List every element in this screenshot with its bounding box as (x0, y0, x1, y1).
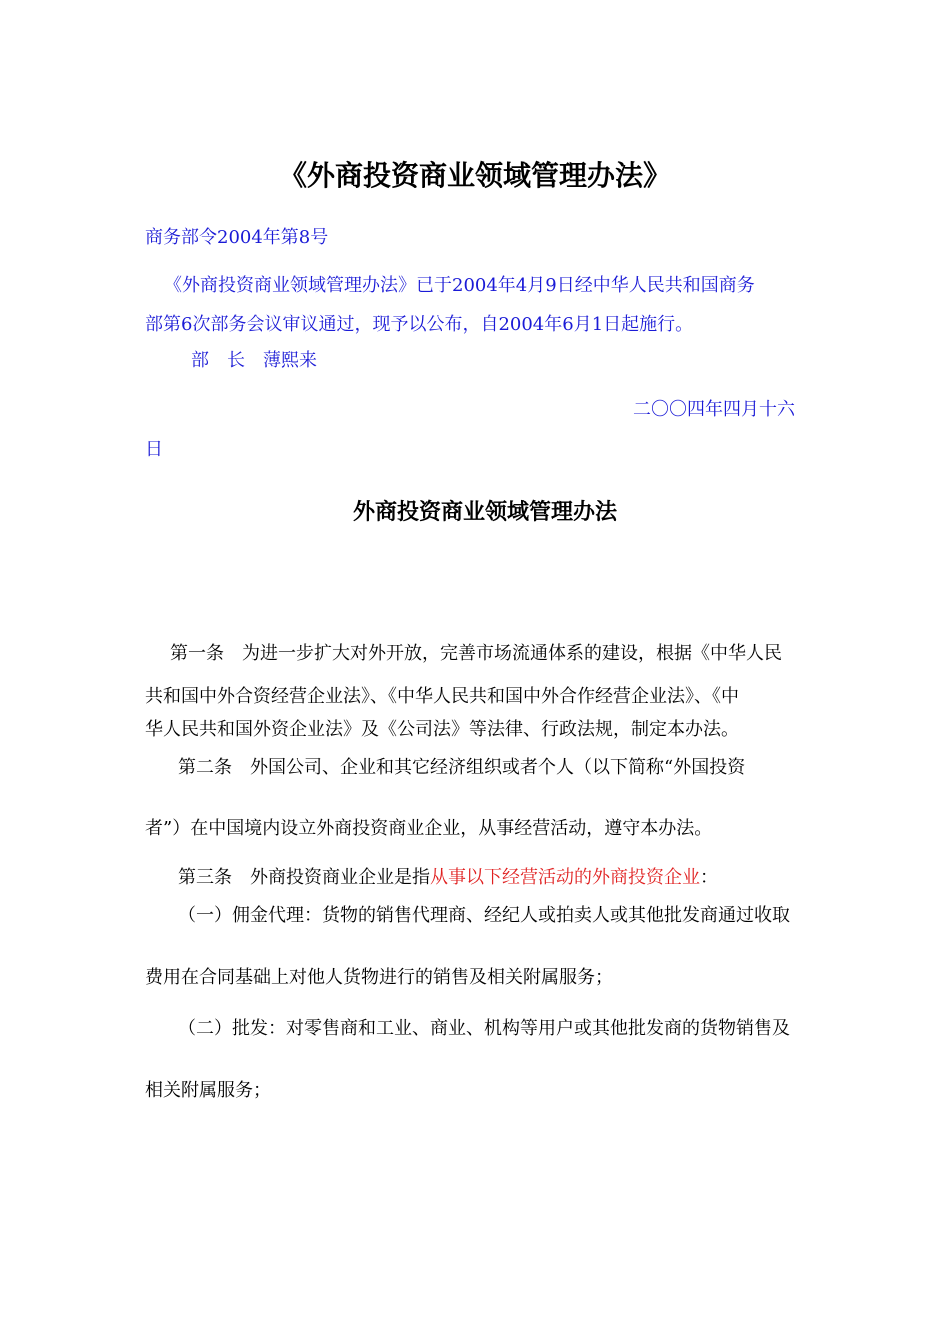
item-2-line-1: （二）批发：对零售商和工业、商业、机构等用户或其他批发商的货物销售及 (178, 1018, 790, 1039)
article-3-prefix: 第三条 外商投资商业企业是指 (178, 867, 430, 888)
item-1-line-1: （一）佣金代理：货物的销售代理商、经纪人或拍卖人或其他批发商通过收取 (178, 905, 790, 926)
article-2-line-1: 第二条 外国公司、企业和其它经济组织或者个人（以下简称“外国投资 (178, 757, 746, 778)
article-3 (178, 866, 718, 890)
document-subtitle: 外商投资商业领域管理办法 (352, 499, 617, 525)
minister-signature: 部 长 薄熙来 (191, 350, 317, 371)
document-title: 《外商投资商业领域管理办法》 (278, 159, 671, 192)
article-1-line-3: 华人民共和国外资企业法》及《公司法》等法律、行政法规，制定本办法。 (145, 719, 739, 740)
item-1-line-2: 费用在合同基础上对他人货物进行的销售及相关附属服务； (145, 967, 613, 988)
article-3-highlight: 从事以下经营活动的外商投资企业 (430, 867, 700, 888)
order-number: 商务部令2004年第8号 (145, 227, 329, 248)
preamble-line-2: 部第6次部务会议审议通过，现予以公布，自2004年6月1日起施行。 (145, 314, 694, 335)
preamble-line-1: 《外商投资商业领域管理办法》已于2004年4月9日经中华人民共和国商务 (164, 275, 755, 296)
issue-date-continued: 日 (145, 439, 163, 460)
item-2-line-2: 相关附属服务； (145, 1080, 271, 1101)
article-3-suffix: ： (700, 867, 718, 888)
issue-date: 二〇〇四年四月十六 (633, 399, 795, 420)
article-2-line-2: 者”）在中国境内设立外商投资商业企业，从事经营活动，遵守本办法。 (145, 818, 713, 839)
article-1-line-1: 第一条 为进一步扩大对外开放，完善市场流通体系的建设，根据《中华人民 (170, 643, 782, 664)
article-1-line-2: 共和国中外合资经营企业法》、《中华人民共和国中外合作经营企业法》、《中 (145, 686, 739, 707)
